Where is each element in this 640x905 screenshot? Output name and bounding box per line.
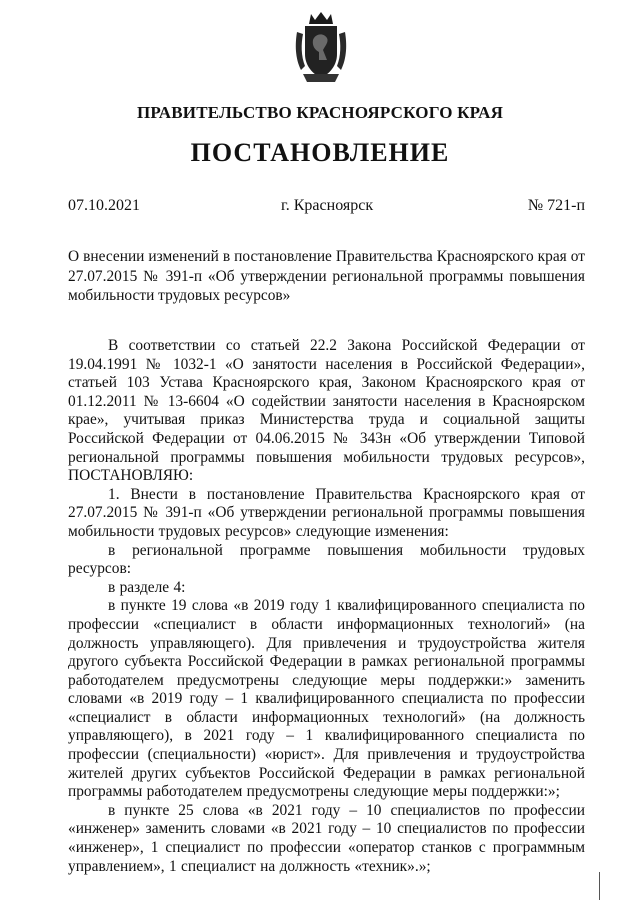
document-city: г. Красноярск	[281, 197, 374, 214]
document-body	[68, 337, 585, 876]
paragraph-program: в региональной программе повышения мобильности трудовых ресурсов:	[68, 541, 585, 578]
coat-of-arms-icon	[293, 10, 349, 84]
paragraph-point-25: в пункте 25 слова «в 2021 году – 10 специалистов по профессии «инженер» заменить словами «в 2021 году – 10 специалистов по профессии «инженер», 1 специалист по профессии «оператор станков с программным управлением», 1 специалист на должность «техник».»;	[68, 801, 585, 875]
document-type: ПОСТАНОВЛЕНИЕ	[190, 138, 450, 167]
scan-edge-line	[599, 872, 600, 900]
document-subject	[68, 247, 585, 306]
document-number: № 721-п	[527, 197, 585, 214]
paragraph-preamble: В соответствии со статьей 22.2 Закона Российской Федерации от 19.04.1991 № 1032-1 «О занятости населения в Российской Федерации», статьей 103 Устава Красноярского края, Законом Красноярского края от 01.12.2011 № 13-6604 «О содействии занятости населения в Красноярском крае», учитывая приказ Министерства труда и социальной защиты Российской Федерации от 04.06.2015 № 343н «Об утверждении Типовой региональной программы повышения мобильности трудовых ресурсов», ПОСТАНОВЛЯЮ:	[68, 337, 585, 485]
document-meta	[68, 197, 585, 217]
document-date: 07.10.2021	[68, 197, 140, 214]
subject-text: О внесении изменений в постановление Правительства Красноярского края от 27.07.2015 № 391-п «Об утверждении региональной программы повышения мобильности трудовых ресурсов»	[68, 248, 585, 304]
paragraph-item-1: 1. Внести в постановление Правительства Красноярского края от 27.07.2015 № 391-п «Об утверждении региональной программы повышения мобильности трудовых ресурсов» следующие изменения:	[68, 485, 585, 540]
paragraph-point-19: в пункте 19 слова «в 2019 году 1 квалифицированного специалиста по профессии «специалист в области информационных технологий» (на должность управляющего). Для привлечения и трудоустройства жителя другого субъекта Российской Федерации в рамках региональной программы работодателем предусмотрены следующие меры поддержки:» заменить словами «в 2019 году – 1 квалифицированного специалиста по профессии «специалист в области информационных технологий» (на должность управляющего), в 2021 году – 1 квалифицированного специалиста по профессии (специальности) «юрист». Для привлечения и трудоустройства жителей других субъектов Российской Федерации в рамках региональной программы работодателем предусмотрены следующие меры поддержки:»;	[68, 597, 585, 801]
government-name: ПРАВИТЕЛЬСТВО КРАСНОЯРСКОГО КРАЯ	[136, 103, 504, 122]
paragraph-section-4: в разделе 4:	[108, 578, 186, 596]
